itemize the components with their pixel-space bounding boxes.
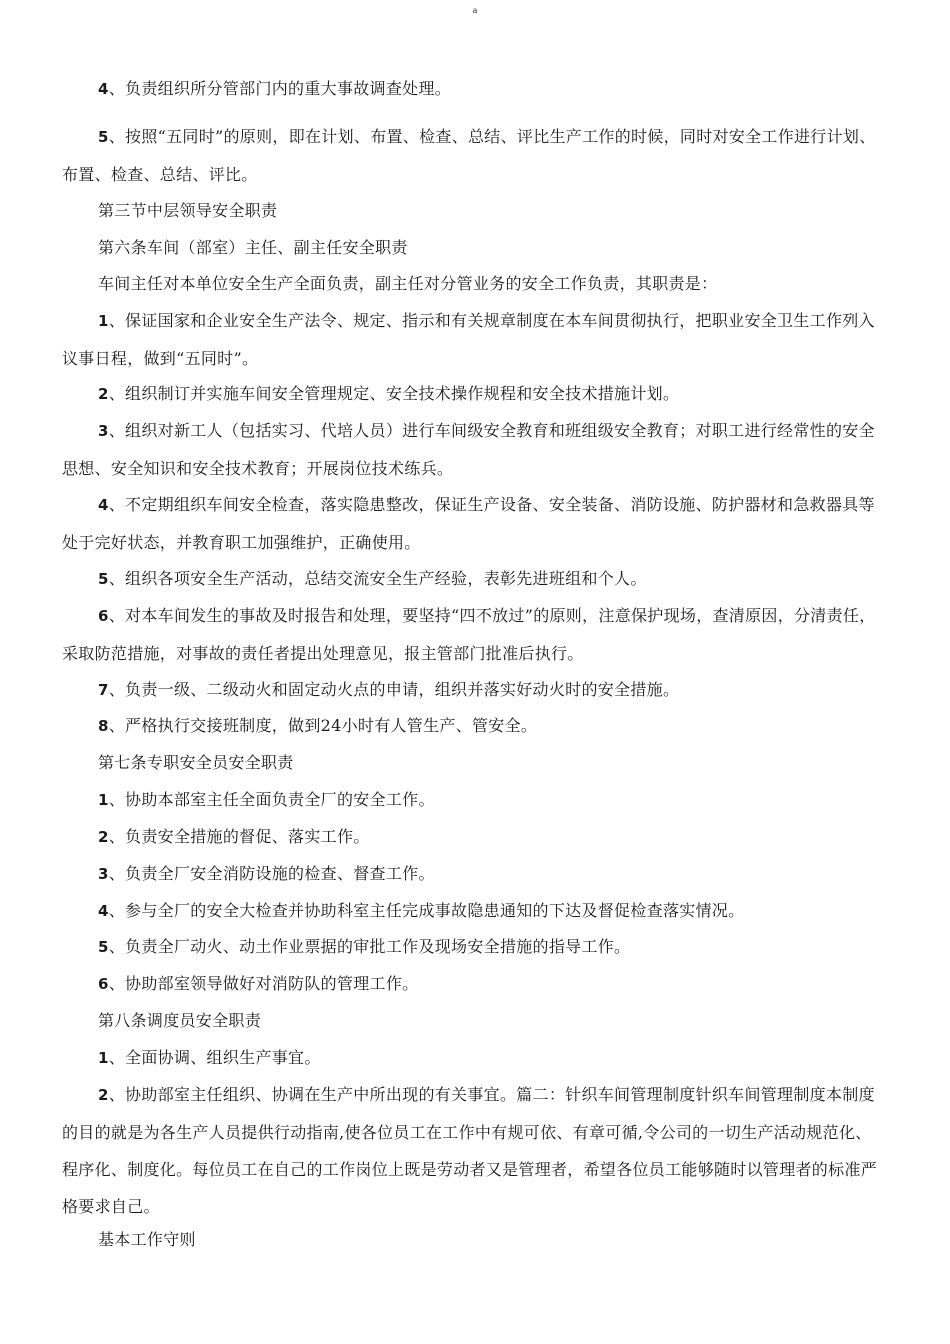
item-number: 7 [98, 681, 109, 699]
item-number: 5 [98, 938, 109, 956]
paragraph [62, 375, 880, 413]
paragraph [62, 597, 880, 672]
paragraph [62, 892, 880, 930]
paragraph-text: 、组织各项安全生产活动，总结交流安全生产经验，表彰先进班组和个人。 [108, 569, 647, 588]
paragraph-text: 、负责全厂安全消防设施的检查、督查工作。 [108, 864, 435, 883]
paragraph-text: 、负责组织所分管部门内的重大事故调查处理。 [108, 79, 452, 98]
section-heading [62, 192, 880, 229]
paragraph [62, 707, 880, 745]
paragraph-text: 、严格执行交接班制度，做到24小时有人管生产、管安全。 [108, 716, 538, 735]
paragraph [62, 928, 880, 966]
paragraph [62, 1039, 880, 1077]
item-number: 4 [98, 902, 109, 920]
header-mark: a [472, 6, 478, 15]
paragraph-text: 、全面协调、组织生产事宜。 [108, 1048, 321, 1067]
paragraph-text: 车间主任对本单位安全生产全面负责，副主任对分管业务的安全工作负责，其职责是： [98, 274, 718, 293]
heading-text: 第六条车间（部室）主任、副主任安全职责 [98, 238, 408, 257]
item-number: 2 [98, 828, 109, 846]
paragraph [62, 70, 880, 108]
paragraph [62, 855, 880, 893]
item-number: 4 [98, 80, 109, 98]
heading-text: 基本工作守则 [98, 1230, 196, 1249]
item-number: 1 [98, 791, 109, 809]
paragraph-text: 、组织对新工人（包括实习、代培人员）进行车间级安全教育和班组级安全教育；对职工进行经常性的安全思想、安全知识和安全技术教育；开展岗位技术练兵。 [62, 421, 875, 478]
item-number: 5 [98, 570, 109, 588]
heading-text: 第三节中层领导安全职责 [98, 201, 278, 220]
paragraph [62, 818, 880, 856]
paragraph [62, 1076, 880, 1225]
item-number: 4 [98, 496, 109, 514]
item-number: 2 [98, 385, 109, 403]
item-number: 1 [98, 1049, 109, 1067]
paragraph-text: 、组织制订并实施车间安全管理规定、安全技术操作规程和安全技术措施计划。 [108, 384, 680, 403]
paragraph-text: 、保证国家和企业安全生产法令、规定、指示和有关规章制度在本车间贯彻执行，把职业安全卫生工作列入议事日程，做到“五同时”。 [62, 311, 875, 368]
item-number: 8 [98, 717, 109, 735]
paragraph [62, 781, 880, 819]
paragraph-text: 、按照“五同时”的原则，即在计划、布置、检查、总结、评比生产工作的时候，同时对安全工作进行计划、布置、检查、总结、评比。 [62, 127, 876, 184]
item-number: 2 [98, 1086, 109, 1104]
heading-text: 第七条专职安全员安全职责 [98, 753, 294, 772]
section-heading [62, 1221, 880, 1258]
paragraph [62, 412, 880, 487]
paragraph-text: 、协助部室主任组织、协调在生产中所出现的有关事宜。篇二：针织车间管理制度针织车间管理制度本制度的目的就是为各生产人员提供行动指南,使各位员工在工作中有规可依、有章可循,令公司的一切生产活动规范化、程序化、制度化。每位员工在自己的工作岗位上既是劳动者又是管理者，希望各位员工能够随时以管理者的标准严格要求自己。 [62, 1085, 878, 1216]
item-number: 6 [98, 607, 109, 625]
paragraph-text: 、参与全厂的安全大检查并协助科室主任完成事故隐患通知的下达及督促检查落实情况。 [108, 901, 745, 920]
paragraph [62, 118, 880, 193]
paragraph-text: 、对本车间发生的事故及时报告和处理，要坚持“四不放过”的原则，注意保护现场，查清原因，分清责任，采取防范措施，对事故的责任者提出处理意见，报主管部门批准后执行。 [62, 606, 876, 663]
paragraph [62, 486, 880, 561]
article-heading [62, 229, 880, 266]
paragraph-text: 、负责全厂动火、动土作业票据的审批工作及现场安全措施的指导工作。 [108, 937, 631, 956]
paragraph [62, 302, 880, 377]
paragraph-text: 、不定期组织车间安全检查，落实隐患整改，保证生产设备、安全装备、消防设施、防护器材和急救器具等处于完好状态，并教育职工加强维护，正确使用。 [62, 495, 875, 552]
paragraph-text: 、负责安全措施的督促、落实工作。 [108, 827, 370, 846]
paragraph-text: 、负责一级、二级动火和固定动火点的申请，组织并落实好动火时的安全措施。 [108, 680, 680, 699]
paragraph-text: 、协助本部室主任全面负责全厂的安全工作。 [108, 790, 435, 809]
item-number: 1 [98, 312, 109, 330]
paragraph [62, 671, 880, 709]
item-number: 6 [98, 975, 109, 993]
article-heading [62, 744, 880, 781]
item-number: 3 [98, 422, 109, 440]
heading-text: 第八条调度员安全职责 [98, 1011, 262, 1030]
article-heading [62, 1002, 880, 1039]
paragraph [62, 965, 880, 1003]
item-number: 5 [98, 128, 109, 146]
paragraph [62, 560, 880, 598]
item-number: 3 [98, 865, 109, 883]
paragraph-text: 、协助部室领导做好对消防队的管理工作。 [108, 974, 419, 993]
paragraph [62, 265, 880, 302]
